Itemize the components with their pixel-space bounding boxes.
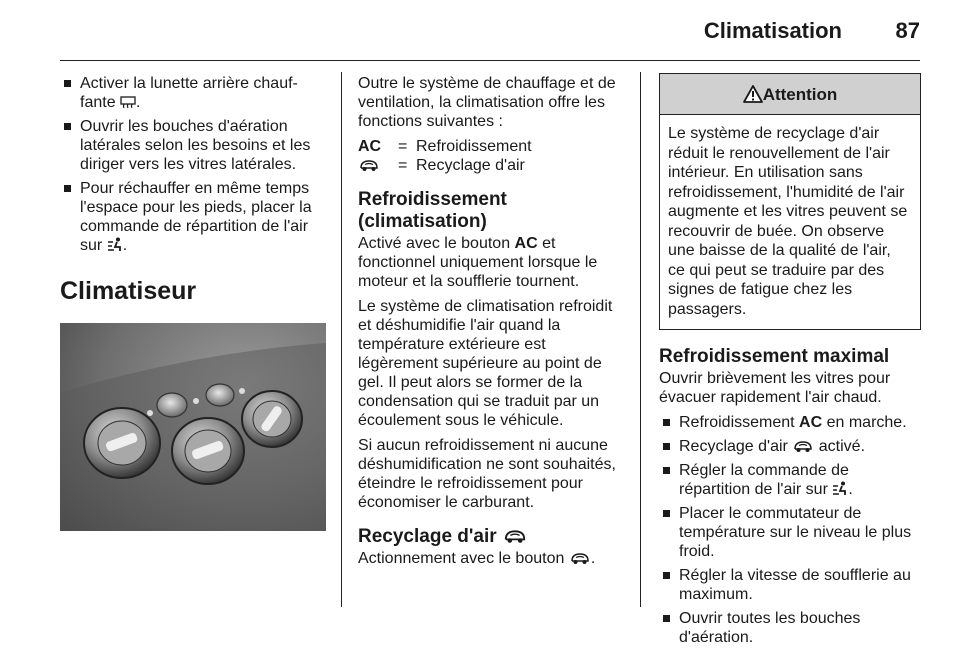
- page-header: [0, 0, 960, 62]
- list-item: Recyclage d'air activé.: [659, 437, 921, 456]
- list-item: Ouvrir toutes les bouches d'aération.: [659, 609, 921, 647]
- paragraph: Le système de climatisation refroidit et déshumidifie l'air quand la température extérieure est légèrement supérieure au point de gel. Il peut alors se former de la condensation qui se traduit par un écoulement sous le véhicule.: [358, 298, 613, 429]
- rear-defrost-icon: [120, 95, 136, 109]
- section-heading: Refroidissement maximal: [659, 346, 890, 367]
- header-rule: [60, 60, 920, 61]
- definition-row: = Recyclage d'air: [358, 156, 626, 175]
- section-heading: Refroidissement (climatisation): [358, 189, 507, 232]
- paragraph: Si aucun refroidissement ni aucune déshumidification ne sont souhaités, éteindre le refroidissement pour économiser le carburant.: [358, 437, 616, 511]
- column-divider-2: [640, 72, 641, 607]
- warning-triangle-icon: [743, 85, 763, 103]
- intro-paragraph: Outre le système de chauffage et de ventilation, la climatisation offre les fonctions suivantes :: [358, 75, 616, 130]
- column-3: [659, 74, 921, 652]
- column-divider-1: [341, 72, 342, 607]
- section-heading: Climatiseur: [60, 277, 197, 305]
- list-item: Pour réchauffer en même temps l'espace pour les pieds, placer la commande de répartition de l'air sur .: [60, 179, 326, 255]
- column-2: [358, 74, 626, 574]
- air-distribution-icon: [107, 237, 123, 252]
- list-item: Refroidissement AC en marche.: [659, 413, 921, 432]
- section-heading: Recyclage d'air: [358, 526, 626, 548]
- warning-title: Attention: [762, 84, 838, 104]
- recirculation-icon: [792, 440, 814, 453]
- list-item: Activer la lunette arrière chauf-fante .: [60, 74, 326, 112]
- warning-box: [659, 73, 921, 330]
- paragraph: Ouvrir brièvement les vitres pour évacuer rapidement l'air chaud.: [659, 370, 891, 406]
- recirculation-icon: [569, 552, 591, 565]
- page-title: Climatisation: [703, 18, 842, 43]
- air-distribution-icon: [832, 481, 848, 496]
- page-number: 87: [895, 18, 920, 43]
- list-item: Régler la vitesse de soufflerie au maximum.: [659, 566, 921, 604]
- warning-header: [660, 74, 920, 115]
- paragraph: Actionnement avec le bouton .: [358, 550, 596, 567]
- list-item: Placer le commutateur de température sur le niveau le plus froid.: [659, 504, 921, 561]
- list-item: Régler la commande de répartition de l'air sur .: [659, 461, 921, 499]
- recirculation-icon: [358, 159, 380, 172]
- recirculation-icon: [502, 529, 528, 544]
- list-item: Ouvrir les bouches d'aération latérales selon les besoins et les diriger vers les vitres latérales.: [60, 117, 326, 174]
- column-1: [60, 74, 326, 531]
- definition-row: AC = Refroidissement: [358, 138, 532, 155]
- paragraph: Activé avec le bouton AC et fonctionnel uniquement lorsque le moteur et la soufflerie tournent.: [358, 235, 598, 290]
- warning-text: Le système de recyclage d'air réduit le renouvellement de l'air intérieur. En utilisation sans refroidissement, l'humidité de l'air augmente et les vitres peuvent se recouvrir de buée. On observe une baisse de la qualité de l'air, ce qui peut se traduire par des signes de fatigue chez les passagers.: [668, 125, 908, 318]
- climate-control-photo: [60, 323, 326, 531]
- climate-panel-image: [60, 323, 326, 531]
- ac-symbol: AC: [358, 138, 382, 155]
